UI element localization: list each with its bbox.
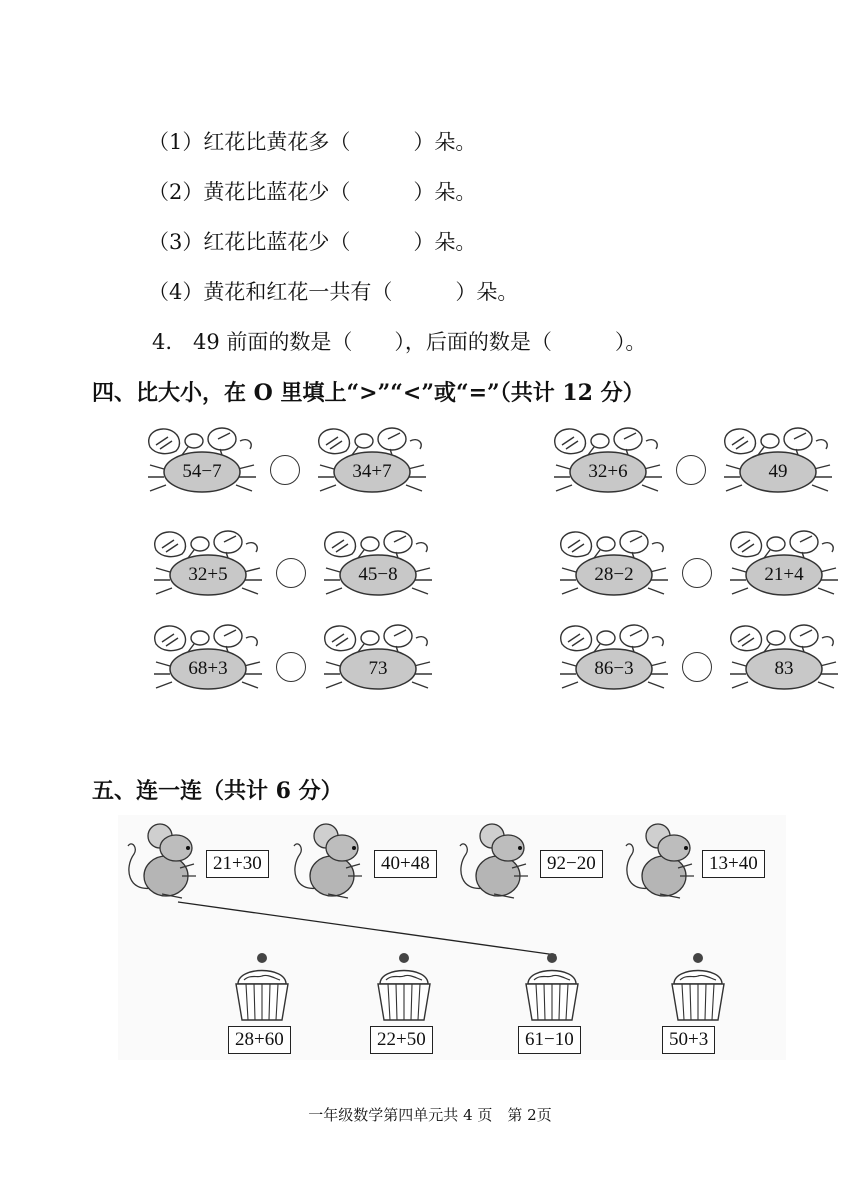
crab-expression: 83: [774, 658, 794, 679]
cupcake-3: [520, 952, 584, 1024]
section-4-heading: 四、比大小，在 O 里填上“>”“<”或“=”（共计 12 分）: [92, 380, 645, 406]
crab-expression: 45−8: [358, 564, 398, 585]
question-1: （1）红花比黄花多（ ）朵。: [148, 130, 477, 154]
question-2: （2）黄花比蓝花少（ ）朵。: [148, 180, 477, 204]
mouse-expression-1[interactable]: 21+30: [206, 850, 269, 878]
cupcake-expression-2[interactable]: 22+50: [370, 1026, 433, 1054]
mouse-expression-4[interactable]: 13+40: [702, 850, 765, 878]
cupcake-1: [230, 952, 294, 1024]
cupcake-expression-3[interactable]: 61−10: [518, 1026, 581, 1054]
crab-expression: 68+3: [188, 658, 228, 679]
crab-expression: 28−2: [594, 564, 634, 585]
crab-expression: 32+5: [188, 564, 228, 585]
cupcake-4: [666, 952, 730, 1024]
mouse-expression-2[interactable]: 40+48: [374, 850, 437, 878]
cupcake-expression-1[interactable]: 28+60: [228, 1026, 291, 1054]
page-footer: 一年级数学第四单元共 4 页 第 2页: [308, 1106, 552, 1124]
question-3: （3）红花比蓝花少（ ）朵。: [148, 230, 477, 254]
cupcake-expression-4[interactable]: 50+3: [662, 1026, 715, 1054]
crab-expression: 86−3: [594, 658, 634, 679]
crab-expression: 73: [368, 658, 388, 679]
question-5: 4. 49 前面的数是（ ），后面的数是（ ）。: [152, 330, 647, 354]
cupcake-2: [372, 952, 436, 1024]
crab-expression: 32+6: [588, 461, 628, 482]
crab-expression: 49: [768, 461, 788, 482]
crab-expression: 54−7: [182, 461, 222, 482]
question-4: （4）黄花和红花一共有（ ）朵。: [148, 280, 519, 304]
mouse-expression-3[interactable]: 92−20: [540, 850, 603, 878]
crab-expression: 21+4: [764, 564, 804, 585]
section-5-heading: 五、连一连（共计 6 分）: [92, 778, 343, 804]
crab-expression: 34+7: [352, 461, 392, 482]
